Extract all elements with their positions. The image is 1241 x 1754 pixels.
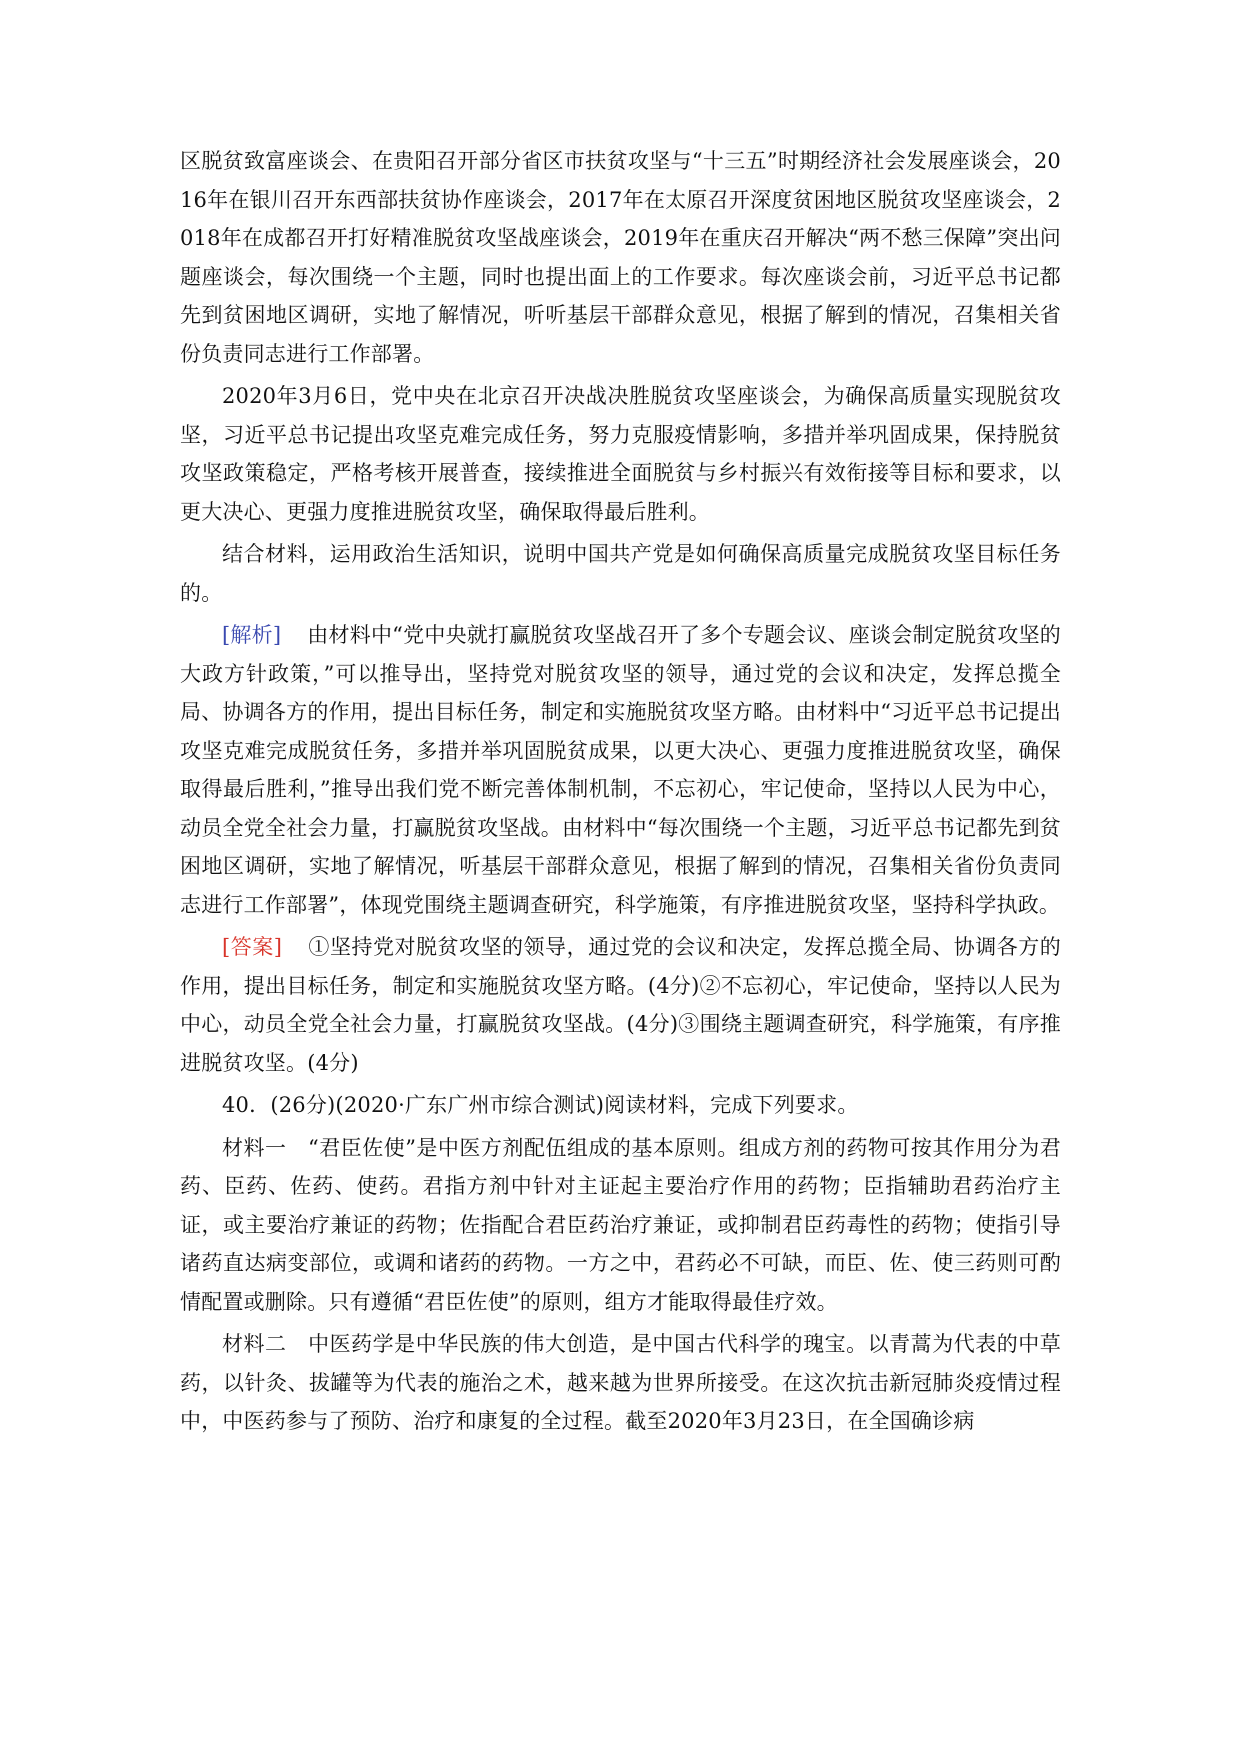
paragraph-text: 2020年3月6日，党中央在北京召开决战决胜脱贫攻坚座谈会，为确保高质量实现脱贫攻坚，习近平总书记提出攻坚克难完成任务，努力克服疫情影响，多措并举巩固成果，保持脱贫攻坚政策稳定，严格考核开展普查，接续推进全面脱贫与乡村振兴有效衔接等目标和要求，以更大决心、更强力度推进脱贫攻坚，确保取得最后胜利。 — [180, 384, 1061, 524]
paragraph-text: 区脱贫致富座谈会、在贵阳召开部分省区市扶贫攻坚与“十三五”时期经济社会发展座谈会，2016年在银川召开东西部扶贫协作座谈会，2017年在太原召开深度贫困地区脱贫攻坚座谈会，2018年在成都召开打好精准脱贫攻坚战座谈会，2019年在重庆召开解决“两不愁三保障”突出问题座谈会，每次围绕一个主题，同时也提出面上的工作要求。每次座谈会前，习近平总书记都先到贫困地区调研，实地了解情况，听听基层干部群众意见，根据了解到的情况，召集相关省份负责同志进行工作部署。 — [180, 149, 1061, 366]
analysis-tag: [解析] — [222, 623, 282, 647]
paragraph-text: 结合材料，运用政治生活知识，说明中国共产党是如何确保高质量完成脱贫攻坚目标任务的。 — [180, 542, 1061, 605]
paragraph-text: 材料一 “君臣佐使”是中医方剂配伍组成的基本原则。组成方剂的药物可按其作用分为君药、臣药、佐药、使药。君指方剂中针对主证起主要治疗作用的药物；臣指辅助君药治疗主证，或主要治疗兼证的药物；佐指配合君臣药治疗兼证，或抑制君臣药毒性的药物；使指引导诸药直达病变部位，或调和诸药的药物。一方之中，君药必不可缺，而臣、佐、使三药则可酌情配置或删除。只有遵循“君臣佐使”的原则，组方才能取得最佳疗效。 — [180, 1135, 1061, 1314]
paragraph-answer — [180, 928, 1061, 1082]
paragraph-question-40 — [180, 1086, 1061, 1125]
paragraph-text: ①坚持党对脱贫攻坚的领导，通过党的会议和决定，发挥总揽全局、协调各方的作用，提出目标任务，制定和实施脱贫攻坚方略。(4分)②不忘初心，牢记使命，坚持以人民为中心，动员全党全社会力量，打赢脱贫攻坚战。(4分)③围绕主题调查研究，科学施策，有序推进脱贫攻坚。(4分) — [180, 935, 1062, 1075]
paragraph-text: 由材料中“党中央就打赢脱贫攻坚战召开了多个专题会议、座谈会制定脱贫攻坚的大政方针政策，”可以推导出，坚持党对脱贫攻坚的领导，通过党的会议和决定，发挥总揽全局、协调各方的作用，提出目标任务，制定和实施脱贫攻坚方略。由材料中“习近平总书记提出攻坚克难完成脱贫任务，多措并举巩固脱贫成果，以更大决心、更强力度推进脱贫攻坚，确保取得最后胜利，”推导出我们党不断完善体制机制，不忘初心，牢记使命，坚持以人民为中心，动员全党全社会力量，打赢脱贫攻坚战。由材料中“每次围绕一个主题，习近平总书记都先到贫困地区调研，实地了解情况，听基层干部群众意见，根据了解到的情况，召集相关省份负责同志进行工作部署”，体现党围绕主题调查研究，科学施策，有序推进脱贫攻坚，坚持科学执政。 — [180, 623, 1062, 917]
paragraph-analysis — [180, 616, 1061, 924]
paragraph-text: 40．(26分)(2020·广东广州市综合测试)阅读材料，完成下列要求。 — [222, 1093, 859, 1117]
paragraph-material-one — [180, 1129, 1061, 1322]
paragraph-question — [180, 535, 1061, 612]
paragraph-material — [180, 377, 1061, 531]
paragraph-material-two — [180, 1325, 1061, 1441]
document-body — [180, 142, 1061, 1441]
paragraph-text: 材料二 中医药学是中华民族的伟大创造，是中国古代科学的瑰宝。以青蒿为代表的中草药，以针灸、拔罐等为代表的施治之术，越来越为世界所接受。在这次抗击新冠肺炎疫情过程中，中医药参与了预防、治疗和康复的全过程。截至2020年3月23日，在全国确诊病 — [180, 1332, 1061, 1433]
paragraph-continued — [180, 142, 1061, 373]
answer-tag: [答案] — [222, 935, 283, 959]
